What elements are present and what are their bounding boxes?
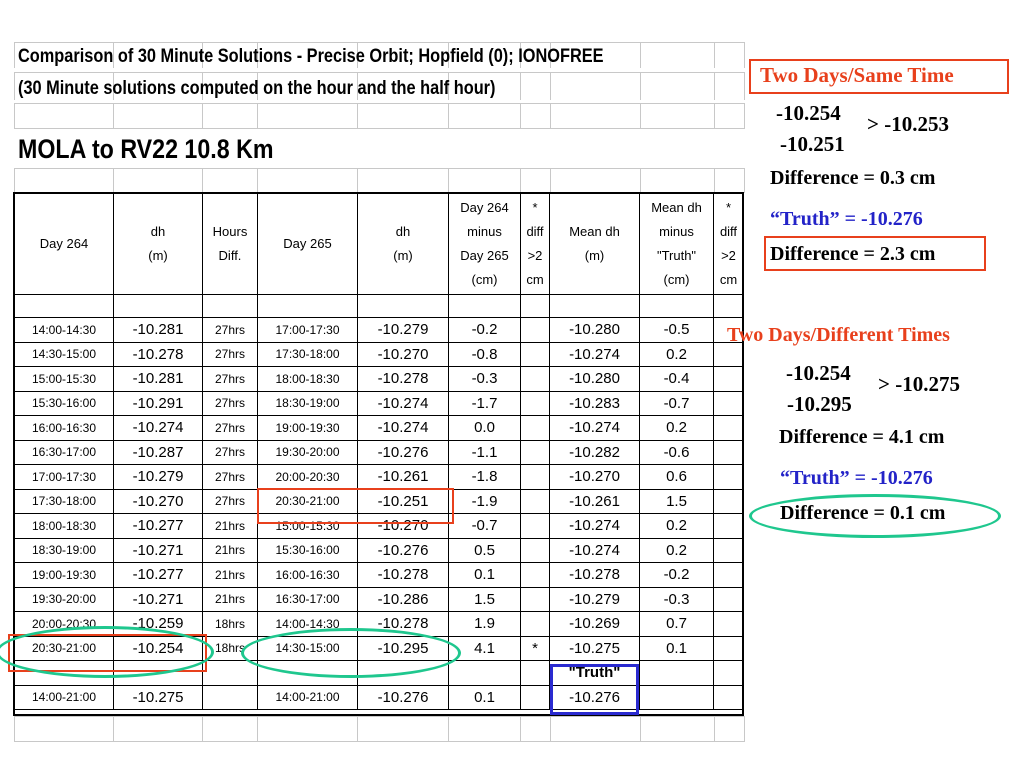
table-cell: 21hrs (203, 563, 258, 588)
table-cell: 17:30-18:00 (15, 489, 114, 514)
table-cell: -10.278 (114, 342, 203, 367)
table-cell: 18:00-18:30 (258, 367, 358, 392)
table-cell: -10.277 (114, 514, 203, 539)
table-cell: 15:00-15:30 (258, 514, 358, 539)
same-value-1: -10.254 (776, 101, 841, 125)
title-line-1: Comparison of 30 Minute Solutions - Precise Orbit; Hopfield (0); IONOFREE (18, 46, 604, 67)
table-cell: 0.1 (640, 636, 714, 661)
table-cell (521, 440, 550, 465)
table-cell: 19:00-19:30 (258, 416, 358, 441)
header-minus: Day 264 minus Day 265 (cm) (449, 194, 521, 295)
table-cell: 18hrs (203, 636, 258, 661)
table-cell (714, 489, 744, 514)
table-cell: -10.280 (550, 367, 640, 392)
table-cell: -10.279 (114, 465, 203, 490)
table-cell: 0.7 (640, 612, 714, 637)
table-cell: 20:30-21:00 (258, 489, 358, 514)
table-cell (714, 636, 744, 661)
table-cell (714, 514, 744, 539)
table-cell: -10.295 (358, 636, 449, 661)
table-cell: 19:30-20:00 (258, 440, 358, 465)
same-value-2: -10.251 (780, 132, 845, 156)
table-cell: 21hrs (203, 587, 258, 612)
table-cell: -0.3 (449, 367, 521, 392)
table-cell: 21hrs (203, 514, 258, 539)
header-day265: Day 265 (258, 194, 358, 295)
table-cell: 0.1 (449, 685, 521, 710)
green-ellipse-day264 (0, 626, 214, 678)
table-cell: -0.6 (640, 440, 714, 465)
table-cell: -10.283 (550, 391, 640, 416)
table-cell: -10.271 (114, 587, 203, 612)
table-cell: -0.3 (640, 587, 714, 612)
table-cell (714, 465, 744, 490)
table-cell: 14:00-21:00 (15, 685, 114, 710)
diff-value-1: -10.254 (786, 361, 851, 385)
table-cell: -0.2 (640, 563, 714, 588)
table-row (15, 342, 744, 367)
table-cell: -1.1 (449, 440, 521, 465)
table-cell: 4.1 (449, 636, 521, 661)
table-cell: 27hrs (203, 440, 258, 465)
table-cell: -10.276 (358, 538, 449, 563)
header-dh2: dh (m) (358, 194, 449, 295)
table-cell: 15:30-16:00 (15, 391, 114, 416)
table-cell: -1.9 (449, 489, 521, 514)
table-cell: -10.279 (550, 587, 640, 612)
table-cell (521, 489, 550, 514)
table-cell: -10.282 (550, 440, 640, 465)
table-cell: -0.5 (640, 318, 714, 343)
table-cell (521, 342, 550, 367)
table-row (15, 391, 744, 416)
same-difference-1: Difference = 0.3 cm (770, 167, 936, 189)
table-cell: -0.2 (449, 318, 521, 343)
table-cell: 27hrs (203, 416, 258, 441)
table-cell: 0.0 (449, 416, 521, 441)
table-cell: 0.2 (640, 538, 714, 563)
same-time-title: Two Days/Same Time (760, 63, 954, 87)
table-cell (714, 563, 744, 588)
table-cell: 27hrs (203, 367, 258, 392)
table-cell: 0.5 (449, 538, 521, 563)
same-difference-2: Difference = 2.3 cm (770, 243, 936, 265)
table-cell: -10.278 (358, 612, 449, 637)
table-cell (521, 367, 550, 392)
table-cell: 0.2 (640, 514, 714, 539)
green-ellipse-day265 (241, 628, 461, 678)
table-cell: -10.259 (114, 612, 203, 637)
table-cell (521, 514, 550, 539)
table-cell: 20:00-20:30 (258, 465, 358, 490)
table-cell: 14:00-21:00 (258, 685, 358, 710)
table-cell (714, 440, 744, 465)
table-cell: -10.251 (358, 489, 449, 514)
table-cell: -1.7 (449, 391, 521, 416)
table-cell: 20:00-20:30 (15, 612, 114, 637)
table-cell: 1.5 (640, 489, 714, 514)
table-cell (714, 685, 744, 710)
table-cell (521, 416, 550, 441)
table-cell: 14:30-15:00 (258, 636, 358, 661)
table-cell: -10.270 (358, 514, 449, 539)
table-cell (714, 661, 744, 686)
table-cell: -10.277 (114, 563, 203, 588)
table-cell: -10.254 (114, 636, 203, 661)
table-cell (714, 391, 744, 416)
table-cell: 1.5 (449, 587, 521, 612)
table-cell: -0.7 (640, 391, 714, 416)
diff-value-2: -10.295 (787, 392, 852, 416)
table-cell: -10.275 (550, 636, 640, 661)
table-cell: 0.1 (449, 563, 521, 588)
table-cell (521, 661, 550, 686)
table-cell (714, 416, 744, 441)
table-cell (521, 391, 550, 416)
table-cell: -10.287 (114, 440, 203, 465)
table-cell: 16:00-16:30 (15, 416, 114, 441)
table-cell (521, 685, 550, 710)
table-cell: 27hrs (203, 342, 258, 367)
blank-row (15, 295, 744, 318)
table-cell: -10.281 (114, 367, 203, 392)
table-cell (640, 661, 714, 686)
table-cell (521, 318, 550, 343)
table-cell: -10.269 (550, 612, 640, 637)
table-cell (714, 538, 744, 563)
blue-box-truth (550, 664, 639, 715)
table-cell (521, 563, 550, 588)
table-cell (714, 367, 744, 392)
table-cell: 17:00-17:30 (15, 465, 114, 490)
table-cell: -10.291 (114, 391, 203, 416)
table-cell: -10.274 (550, 416, 640, 441)
table-cell: -0.7 (449, 514, 521, 539)
table-cell: -10.274 (550, 538, 640, 563)
header-star1: * diff >2 cm (521, 194, 550, 295)
different-times-title: Two Days/Different Times (727, 324, 950, 346)
table-cell: 21hrs (203, 538, 258, 563)
table-row (15, 440, 744, 465)
table-cell: * (521, 636, 550, 661)
table-cell: -10.270 (550, 465, 640, 490)
table-row (15, 318, 744, 343)
title-line-3: MOLA to RV22 10.8 Km (18, 134, 274, 164)
table-cell: 16:30-17:00 (15, 440, 114, 465)
table-cell: 19:00-19:30 (15, 563, 114, 588)
table-cell: -10.286 (358, 587, 449, 612)
same-truth: “Truth” = -10.276 (770, 208, 923, 230)
table-cell: 19:30-20:00 (15, 587, 114, 612)
table-cell (521, 612, 550, 637)
table-cell: 1.9 (449, 612, 521, 637)
table-cell (714, 587, 744, 612)
table-cell: 20:30-21:00 (15, 636, 114, 661)
table-cell: 18:30-19:00 (258, 391, 358, 416)
table-cell (521, 538, 550, 563)
table-cell: 15:00-15:30 (15, 367, 114, 392)
table-cell: -10.274 (114, 416, 203, 441)
table-cell: 16:30-17:00 (258, 587, 358, 612)
table-cell: 0.6 (640, 465, 714, 490)
table-cell: -10.271 (114, 538, 203, 563)
table-cell (203, 685, 258, 710)
table-cell: 27hrs (203, 489, 258, 514)
table-cell: -10.274 (550, 514, 640, 539)
table-cell: -10.276 (358, 440, 449, 465)
header-mean-dh: Mean dh (m) (550, 194, 640, 295)
table-cell: 16:00-16:30 (258, 563, 358, 588)
same-arrow-mean: > -10.253 (867, 112, 949, 136)
table-cell (521, 465, 550, 490)
table-cell: -10.270 (114, 489, 203, 514)
table-cell: 17:30-18:00 (258, 342, 358, 367)
diff-arrow-mean: > -10.275 (878, 372, 960, 396)
table-cell: -10.281 (114, 318, 203, 343)
table-row (15, 416, 744, 441)
table-cell: -10.274 (358, 391, 449, 416)
table-row (15, 587, 744, 612)
header-day264: Day 264 (15, 194, 114, 295)
table-cell: -10.278 (358, 367, 449, 392)
table-row (15, 538, 744, 563)
table-cell: -10.261 (550, 489, 640, 514)
table-cell (449, 661, 521, 686)
table-cell: -10.276 (550, 685, 640, 710)
header-row (15, 194, 744, 295)
table-cell: 17:00-17:30 (258, 318, 358, 343)
title-line-2: (30 Minute solutions computed on the hour and the half hour) (18, 78, 496, 99)
table-cell: 18:30-19:00 (15, 538, 114, 563)
table-cell: 0.2 (640, 342, 714, 367)
table-cell: 14:30-15:00 (15, 342, 114, 367)
table-cell: 0.2 (640, 416, 714, 441)
table-cell: 14:00-14:30 (258, 612, 358, 637)
header-hours-diff: Hours Diff. (203, 194, 258, 295)
table-cell: -10.261 (358, 465, 449, 490)
table-cell: 18:00-18:30 (15, 514, 114, 539)
table-cell: 14:00-14:30 (15, 318, 114, 343)
table-cell: -0.8 (449, 342, 521, 367)
diff-difference-2: Difference = 0.1 cm (780, 502, 946, 524)
table-cell: -10.278 (550, 563, 640, 588)
red-box-day265-2030 (257, 488, 454, 524)
diff-difference-1: Difference = 4.1 cm (779, 426, 945, 448)
table-cell: 27hrs (203, 391, 258, 416)
table-row (15, 367, 744, 392)
table-cell: -10.275 (114, 685, 203, 710)
header-dh1: dh (m) (114, 194, 203, 295)
table-cell: 18hrs (203, 612, 258, 637)
table-cell: -10.280 (550, 318, 640, 343)
table-cell (521, 587, 550, 612)
table-cell: -10.270 (358, 342, 449, 367)
table-cell (640, 685, 714, 710)
table-cell: -0.4 (640, 367, 714, 392)
table-cell: 27hrs (203, 465, 258, 490)
table-cell: -10.276 (358, 685, 449, 710)
table-row (15, 563, 744, 588)
table-cell: -10.274 (358, 416, 449, 441)
table-cell: -10.278 (358, 563, 449, 588)
table-cell: -10.279 (358, 318, 449, 343)
header-mean-minus-truth: Mean dh minus "Truth" (cm) (640, 194, 714, 295)
header-star2: * diff >2 cm (714, 194, 744, 295)
table-cell: -10.274 (550, 342, 640, 367)
table-cell: 27hrs (203, 318, 258, 343)
table-cell (203, 661, 258, 686)
table-cell: -1.8 (449, 465, 521, 490)
table-cell: 15:30-16:00 (258, 538, 358, 563)
diff-truth: “Truth” = -10.276 (780, 467, 933, 489)
table-cell (714, 612, 744, 637)
table-row (15, 465, 744, 490)
table-cell: "Truth" (550, 661, 640, 686)
